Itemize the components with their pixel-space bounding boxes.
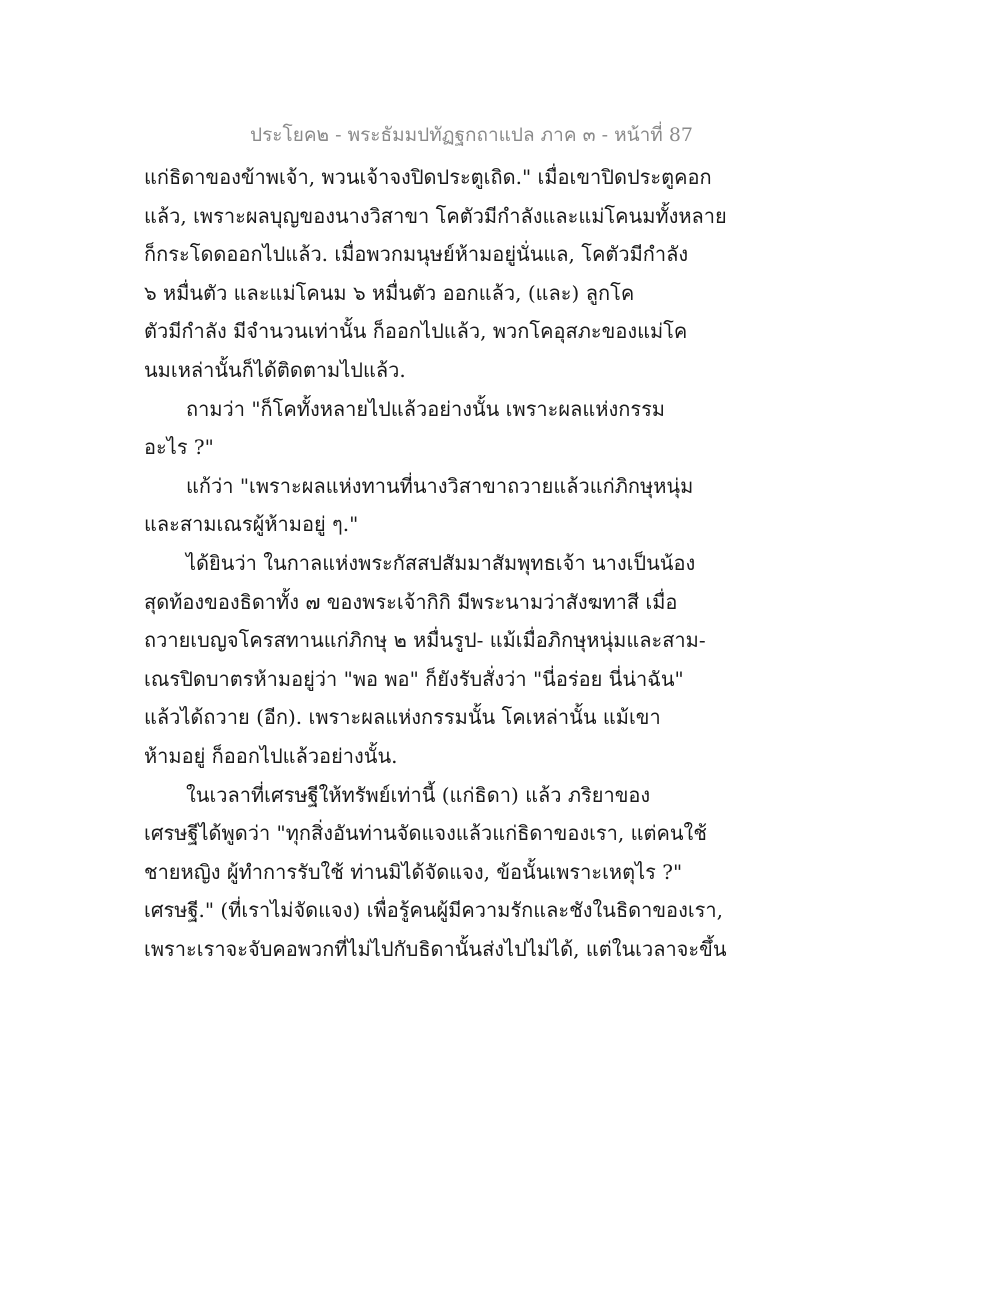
text-line: เณรปิดบาตรห้ามอยู่ว่า "พอ พอ" ก็ยังรับสั่งว่า "นี่อร่อย นี่น่าฉัน" (144, 666, 684, 691)
text-line: และสามเณรผู้ห้ามอยู่ ๆ." (144, 512, 359, 537)
body-text (144, 158, 864, 968)
text-line: เพราะเราจะจับคอพวกที่ไม่ไปกับธิดานั้นส่งไปไม่ได้, แต่ในเวลาจะขึ้น (144, 936, 727, 961)
paragraph-start-line: ได้ยินว่า ในกาลแห่งพระกัสสปสัมมาสัมพุทธเจ้า นางเป็นน้อง (186, 550, 696, 575)
running-header: ประโยค๒ - พระธัมมปทัฏฐกถาแปล ภาค ๓ - หน้าที่ 87 (250, 124, 693, 146)
text-line: เศรษฐี." (ที่เราไม่จัดแจง) เพื่อรู้คนผู้มีความรักและชังในธิดาของเรา, (144, 898, 723, 923)
paragraph-start-line: แก้ว่า "เพราะผลแห่งทานที่นางวิสาขาถวายแล้วแก่ภิกษุหนุ่ม (186, 473, 694, 498)
text-line: สุดท้องของธิดาทั้ง ๗ ของพระเจ้ากิกิ มีพระนามว่าสังฆทาสี เมื่อ (144, 589, 678, 614)
text-line: แล้วได้ถวาย (อีก). เพราะผลแห่งกรรมนั้น โคเหล่านั้น แม้เขา (144, 705, 661, 730)
text-line: ตัวมีกำลัง มีจำนวนเท่านั้น ก็ออกไปแล้ว, พวกโคอุสภะของแม่โค (144, 319, 688, 344)
text-line: ถวายเบญจโครสทานแก่ภิกษุ ๒ หมื่นรูป- แม้เมื่อภิกษุหนุ่มและสาม- (144, 628, 706, 653)
text-line: แล้ว, เพราะผลบุญของนางวิสาขา โคตัวมีกำลังและแม่โคนมทั้งหลาย (144, 203, 727, 228)
text-line: ชายหญิง ผู้ทำการรับใช้ ท่านมิได้จัดแจง, ข้อนั้นเพราะเหตุไร ?" (144, 859, 683, 884)
text-line: ก็กระโดดออกไปแล้ว. เมื่อพวกมนุษย์ห้ามอยู่นั่นแล, โคตัวมีกำลัง (144, 242, 689, 267)
text-line: อะไร ?" (144, 435, 214, 460)
paragraph-start-line: ถามว่า "ก็โคทั้งหลายไปแล้วอย่างนั้น เพราะผลแห่งกรรม (186, 396, 665, 421)
text-line: เศรษฐีได้พูดว่า "ทุกสิ่งอันท่านจัดแจงแล้วแก่ธิดาของเรา, แต่คนใช้ (144, 821, 707, 846)
text-line: แก่ธิดาของข้าพเจ้า, พวนเจ้าจงปิดประตูเถิด." เมื่อเขาปิดประตูคอก (144, 165, 712, 189)
paragraph-start-line: ในเวลาที่เศรษฐีให้ทรัพย์เท่านี้ (แก่ธิดา) แล้ว ภริยาของ (186, 782, 651, 807)
text-line: ๖ หมื่นตัว และแม่โคนม ๖ หมื่นตัว ออกแล้ว, (และ) ลูกโค (144, 280, 635, 305)
text-line: นมเหล่านั้นก็ได้ติดตามไปแล้ว. (144, 357, 406, 382)
text-line: ห้ามอยู่ ก็ออกไปแล้วอย่างนั้น. (144, 743, 398, 768)
